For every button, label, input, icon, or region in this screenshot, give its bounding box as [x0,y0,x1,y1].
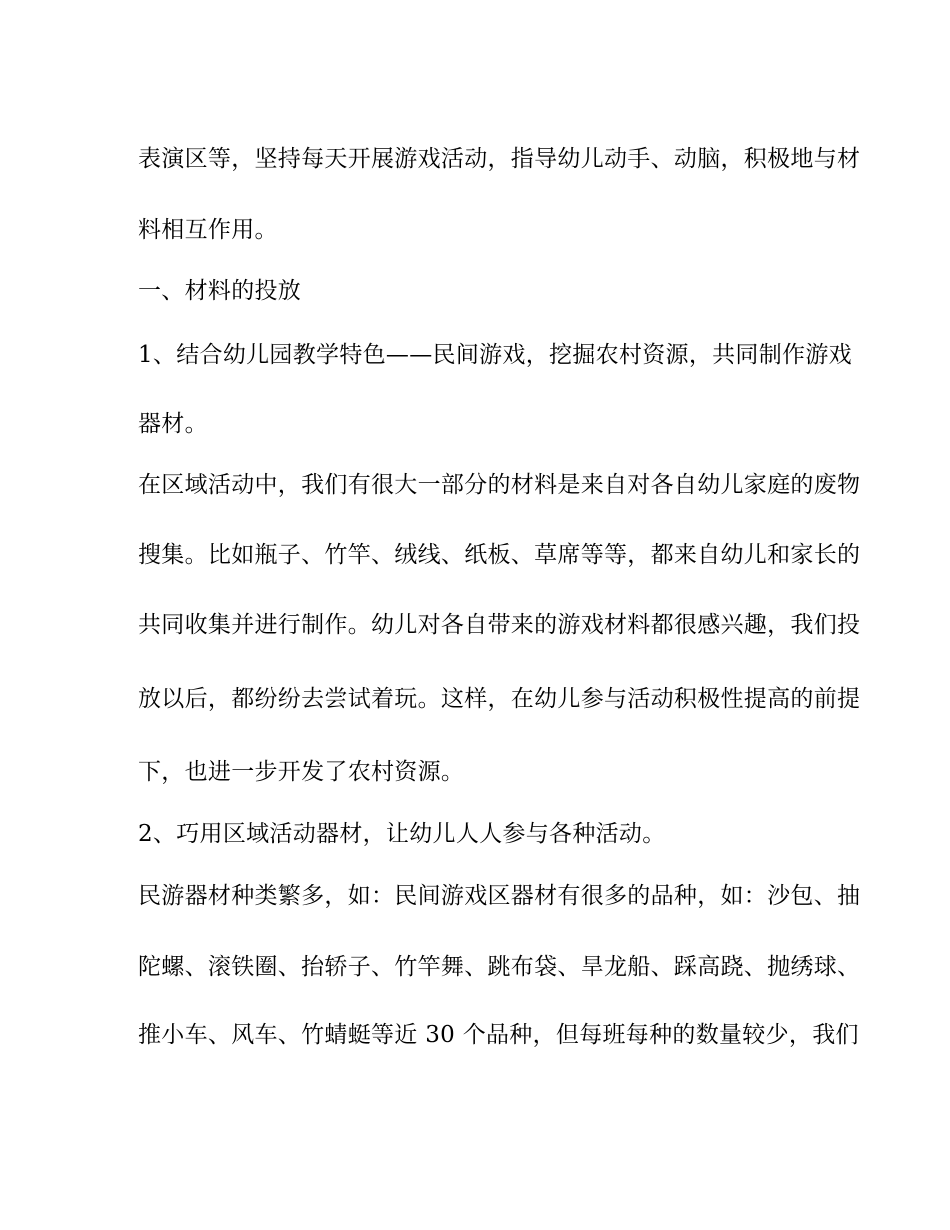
numbered-item-heading: 器材。 [138,411,208,437]
paragraph-line: 料相互作用。 [138,217,278,243]
numbered-item-heading: 2、巧用区域活动器材，让幼儿人人参与各种活动。 [138,821,666,847]
paragraph-line: 搜集。比如瓶子、竹竿、绒线、纸板、草席等等，都来自幼儿和家长的 [138,542,861,568]
paragraph-line: 放以后，都纷纷去尝试着玩。这样，在幼儿参与活动积极性提高的前提 [138,686,861,712]
paragraph-line: 共同收集并进行制作。幼儿对各自带来的游戏材料都很感兴趣，我们投 [138,612,861,638]
paragraph-line: 下，也进一步开发了农村资源。 [138,759,465,785]
paragraph-line: 陀螺、滚铁圈、抬轿子、竹竿舞、跳布袋、旱龙船、踩高跷、抛绣球、 [138,954,861,980]
paragraph-line: 民游器材种类繁多，如：民间游戏区器材有很多的品种，如：沙包、抽 [138,883,861,909]
paragraph-line: 在区域活动中，我们有很大一部分的材料是来自对各自幼儿家庭的废物 [138,472,861,498]
paragraph-line: 表演区等，坚持每天开展游戏活动，指导幼儿动手、动脑，积极地与材 [138,146,861,172]
numbered-item-heading: 1、结合幼儿园教学特色——民间游戏，挖掘农村资源，共同制作游戏 [138,342,852,368]
paragraph-line: 推小车、风车、竹蜻蜓等近 30 个品种，但每班每种的数量较少，我们 [138,1022,859,1048]
section-heading: 一、材料的投放 [138,278,302,304]
